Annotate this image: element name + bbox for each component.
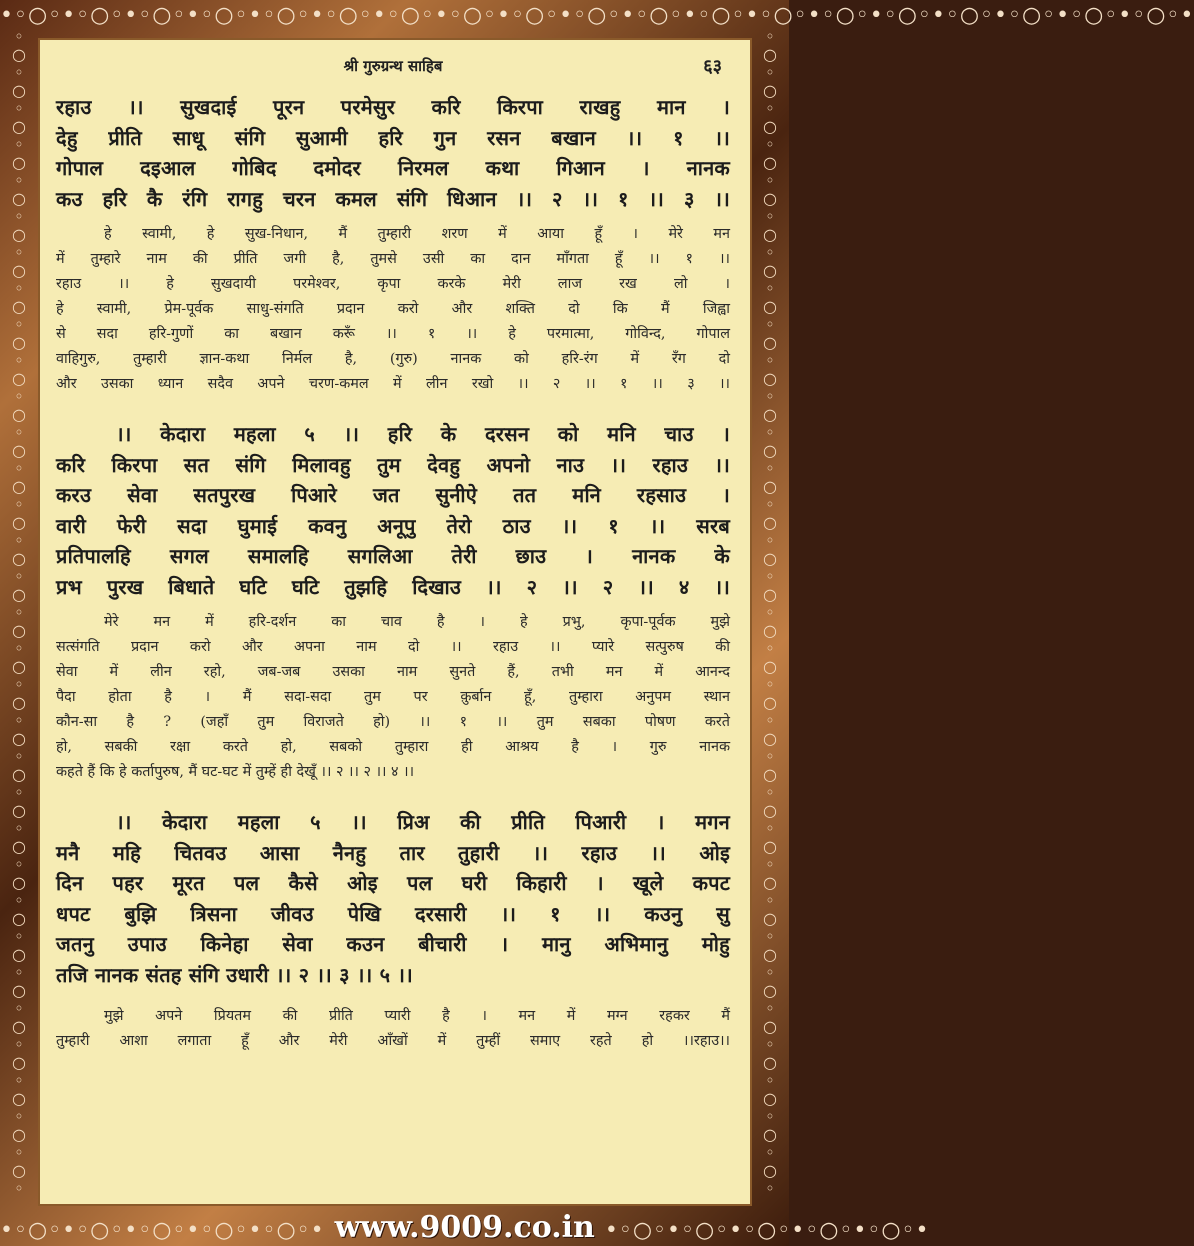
verse-line: मनै महि चितवउ आसा नैनहु तार तुहारी ।। रहाउ ।। ओइ bbox=[56, 840, 730, 865]
translation-block-1 bbox=[56, 222, 730, 397]
translation-line: में तुम्हारे नाम की प्रीति जगी है, तुमसे उसी का दान माँगता हूँ ।। १ ।। bbox=[56, 251, 730, 267]
border-chain-bottom: •◦○◦•◦○◦•◦○◦•◦○◦•◦○◦• www.9009.co.in •◦○◦•◦○◦•◦○◦•◦○◦•◦○◦• bbox=[0, 1210, 930, 1245]
border-chain-left: ◦ ○ ◦ ○ ◦ ○ ◦ ○ ◦ ○ ◦ ○ ◦ ○ ◦ ○ ◦ ○ ◦ ○ ◦ ○ ◦ ○ ◦ ○ ◦ ○ ◦ ○ ◦ ○ ◦ ○ ◦ ○ ◦ ○ ◦ ○ ◦ ○ ◦ ○ ◦ ○ ◦ ○ ◦ ○ ◦ ○ ◦ ○ ◦ ○ ◦ ○ ◦ ○ ◦ ○ ◦ ○ ◦ bbox=[12, 27, 26, 1198]
verse-line: तजि नानक संतह संगि उधारी ।। २ ।। ३ ।। ५ ।। bbox=[56, 962, 413, 987]
verse-line: वारी फेरी सदा घुमाई कवनु अनूपु तेरो ठाउ ।। १ ।। सरब bbox=[56, 513, 730, 538]
translation-line: कौन-सा है ? (जहाँ तुम विराजते हो) ।। १ ।। तुम सबका पोषण करते bbox=[56, 714, 730, 730]
translation-line: तुम्हारी आशा लगाता हूँ और मेरी आँखों में तुम्हीं समाए रहते हो ।।रहाउ।। bbox=[56, 1033, 730, 1049]
translation-line: हे स्वामी, हे सुख-निधान, मैं तुम्हारी शरण में आया हूँ । मेरे मन bbox=[104, 226, 730, 242]
translation-line: वाहिगुरु, तुम्हारी ज्ञान-कथा निर्मल है, (गुरु) नानक को हरि-रंग में रँग दो bbox=[56, 351, 730, 367]
translation-line: हो, सबकी रक्षा करते हो, सबको तुम्हारा ही आश्रय है । गुरु नानक bbox=[56, 739, 730, 755]
verse-block-3 bbox=[56, 807, 730, 990]
border-chain-top: •◦○◦•◦○◦•◦○◦•◦○◦•◦○◦•◦○◦•◦○◦•◦○◦•◦○◦•◦○◦•◦○◦•◦○◦•◦○◦•◦○◦•◦○◦•◦○◦•◦○◦•◦○◦•◦○◦• bbox=[0, 3, 1194, 28]
verse-line: प्रभ पुरख बिधाते घटि घटि तुझहि दिखाउ ।। २ ।। २ ।। ४ ।। bbox=[56, 574, 730, 599]
verse-block-1 bbox=[56, 92, 730, 214]
translation-line: मुझे अपने प्रियतम की प्रीति प्यारी है । मन में मग्न रहकर मैं bbox=[104, 1008, 730, 1024]
translation-block-2 bbox=[56, 610, 730, 785]
verse-line: धपट बुझि त्रिसना जीवउ पेखि दरसारी ।। १ ।। कउनु सु bbox=[56, 901, 730, 926]
scripture-page bbox=[38, 38, 752, 1206]
translation-line: और उसका ध्यान सदैव अपने चरण-कमल में लीन रखो ।। २ ।। १ ।। ३ ।। bbox=[56, 376, 730, 392]
verse-line: ।। केदारा महला ५ ।। हरि के दरसन को मनि चाउ । bbox=[116, 422, 730, 446]
translation-line: रहाउ ।। हे सुखदायी परमेश्वर, कृपा करके मेरी लाज रख लो । bbox=[56, 276, 730, 292]
translation-line: मेरे मन में हरि-दर्शन का चाव है । हे प्रभु, कृपा-पूर्वक मुझे bbox=[104, 614, 730, 630]
verse-line: कउ हरि कै रंगि रागहु चरन कमल संगि धिआन ।। २ ।। १ ।। ३ ।। bbox=[56, 186, 730, 211]
verse-line: ।। केदारा महला ५ ।। प्रिअ की प्रीति पिआरी । मगन bbox=[116, 810, 730, 834]
verse-line: करउ सेवा सतपुरख पिआरे जत सुनीऐ तत मनि रहसाउ । bbox=[56, 483, 730, 507]
border-chain-right: ◦ ○ ◦ ○ ◦ ○ ◦ ○ ◦ ○ ◦ ○ ◦ ○ ◦ ○ ◦ ○ ◦ ○ ◦ ○ ◦ ○ ◦ ○ ◦ ○ ◦ ○ ◦ ○ ◦ ○ ◦ ○ ◦ ○ ◦ ○ ◦ ○ ◦ ○ ◦ ○ ◦ ○ ◦ ○ ◦ ○ ◦ ○ ◦ ○ ◦ ○ ◦ ○ ◦ ○ ◦ ○ ◦ bbox=[763, 27, 777, 1198]
verse-line: जतनु उपाउ किनेहा सेवा कउन बीचारी । मानु अभिमानु मोहु bbox=[56, 932, 730, 956]
page-title: श्री गुरुग्रन्थ साहिब bbox=[343, 57, 443, 75]
page-number: ६३ bbox=[703, 56, 722, 77]
translation-line: हे स्वामी, प्रेम-पूर्वक साधु-संगति प्रदान करो और शक्ति दो कि मैं जिह्वा bbox=[56, 301, 730, 317]
website-url[interactable]: www.9009.co.in bbox=[334, 1210, 595, 1245]
verse-line: प्रतिपालहि सगल समालहि सगलिआ तेरी छाउ । नानक के bbox=[56, 544, 730, 568]
verse-block-2 bbox=[56, 419, 730, 602]
translation-line: पैदा होता है । मैं सदा-सदा तुम पर क़ुर्बान हूँ, तुम्हारा अनुपम स्थान bbox=[56, 689, 730, 705]
translation-block-3 bbox=[56, 1004, 730, 1054]
translation-line: सत्संगति प्रदान करो और अपना नाम दो ।। रहाउ ।। प्यारे सत्पुरुष की bbox=[56, 639, 730, 655]
verse-line: देहु प्रीति साधू संगि सुआमी हरि गुन रसन बखान ।। १ ।। bbox=[56, 125, 730, 150]
translation-line: सेवा में लीन रहो, जब-जब उसका नाम सुनते हैं, तभी मन में आनन्द bbox=[56, 664, 730, 680]
verse-line: रहाउ ।। सुखदाई पूरन परमेसुर करि किरपा राखहु मान । bbox=[56, 95, 730, 119]
page-header bbox=[56, 50, 730, 80]
verse-line: दिन पहर मूरत पल कैसे ओइ पल घरी किहारी । खूले कपट bbox=[56, 871, 730, 895]
verse-line: गोपाल दइआल गोबिद दमोदर निरमल कथा गिआन । नानक bbox=[56, 156, 730, 180]
verse-line: करि किरपा सत संगि मिलावहु तुम देवहु अपनो नाउ ।। रहाउ ।। bbox=[56, 452, 730, 477]
translation-line: से सदा हरि-गुणों का बखान करूँ ।। १ ।। हे परमात्मा, गोविन्द, गोपाल bbox=[56, 326, 730, 342]
translation-line: कहते हैं कि हे कर्तापुरुष, मैं घट-घट में तुम्हें ही देखूँ ।। २ ।। २ ।। ४ ।। bbox=[56, 764, 415, 780]
